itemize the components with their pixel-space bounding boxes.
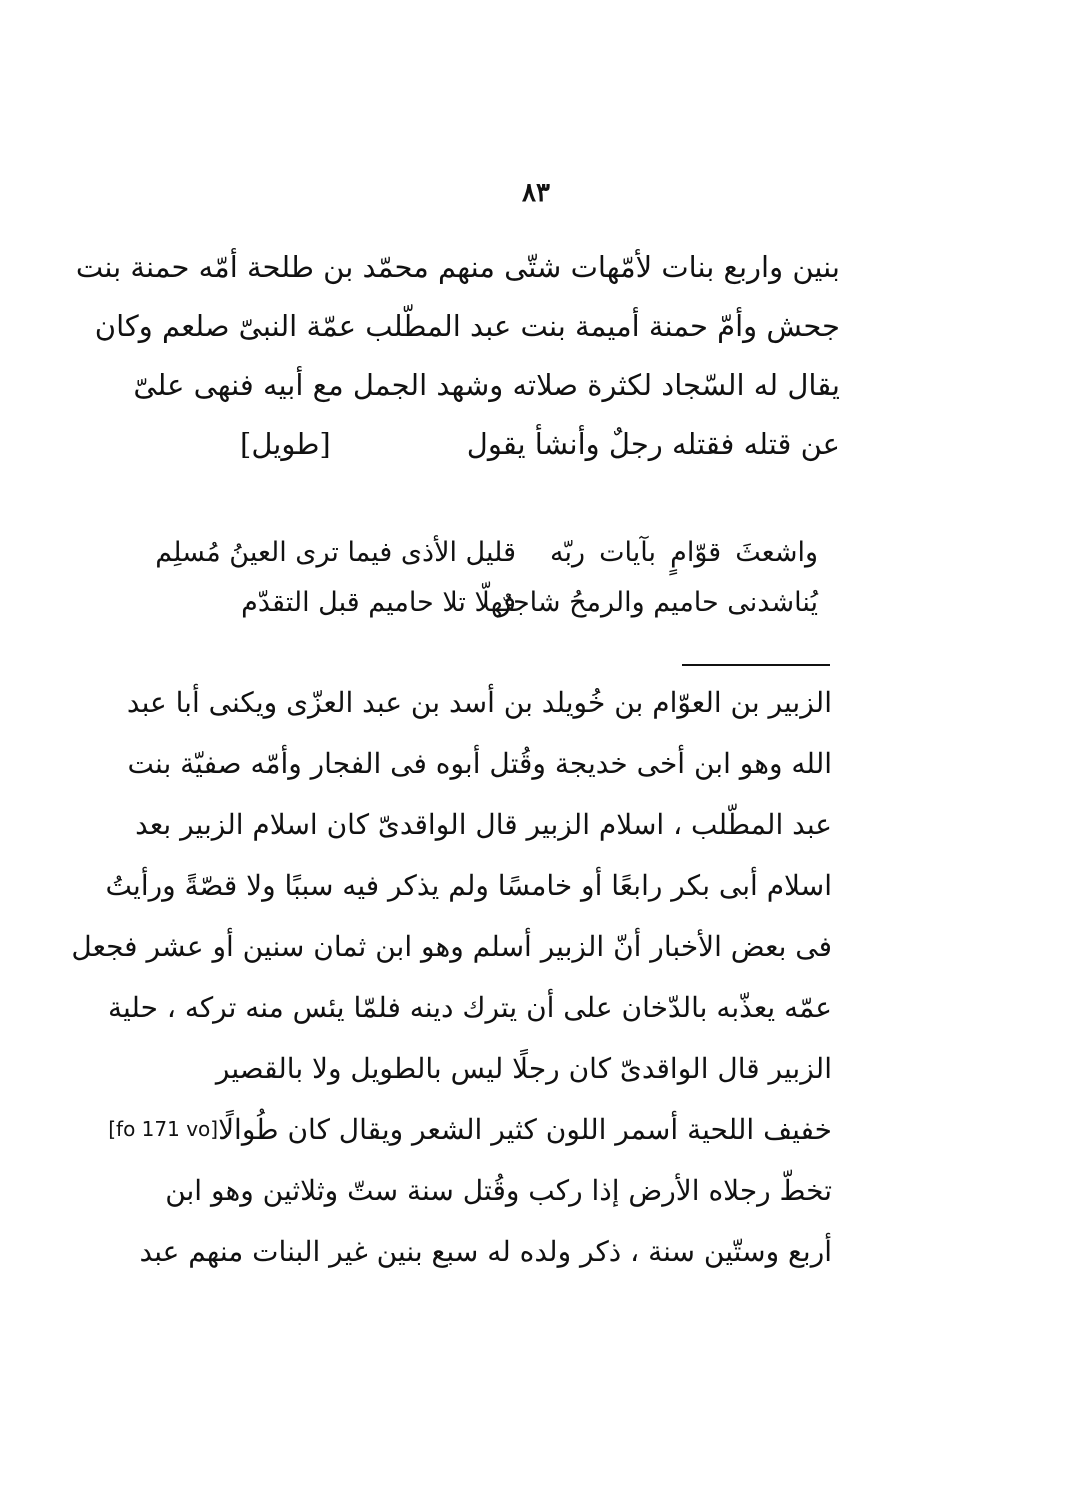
folio-marker: [fo 171 vo] — [108, 1117, 219, 1141]
verse-hemistich-second: قليل الأذى فيما ترى العينُ مُسلِم — [155, 537, 516, 568]
paragraph-2 — [71, 672, 832, 1282]
text-line: تخطّ رجلاه الأرض إذا ركب وقُتل سنة ستّ وثلاثين وهو ابن — [165, 1174, 832, 1207]
text-line: عن قتله فقتله رجلٌ وأنشأ يقول — [466, 427, 840, 461]
text-line: عبد المطّلب ، اسلام الزبير قال الواقدىّ كان اسلام الزبير بعد — [135, 808, 832, 841]
text-line: اسلام أبى بكر رابعًا أو خامسًا ولم يذكر فيه سببًا ولا قصّةً ورأيتُ — [105, 869, 832, 902]
verse-hemistich-first: واشعثَ قوّامٍ بآيات ربّه — [550, 537, 818, 568]
verse-line — [155, 528, 818, 578]
verse-hemistich-second: فهلّا تلا حاميم قبل التقدّم — [241, 587, 516, 618]
verse-block — [155, 528, 818, 628]
text-line: عمّه يعذّبه بالدّخان على أن يترك دينه فلمّا يئس منه تركه ، حلية — [107, 991, 832, 1024]
section-divider — [682, 664, 830, 666]
verse-hemistich-first: يُناشدنى حاميم والرمحُ شاجرٌ — [498, 587, 818, 618]
text-line-with-folio — [108, 1099, 832, 1160]
text-line: الله وهو ابن أخى خديجة وقُتل أبوه فى الفجار وأمّه صفيّة بنت — [127, 747, 832, 780]
text-line: أربع وستّين سنة ، ذكر ولده له سبع بنين غير البنات منهم عبد — [139, 1235, 832, 1268]
text-line: فى بعض الأخبار أنّ الزبير أسلم وهو ابن ثمان سنين أو عشر فجعل — [71, 930, 832, 963]
text-line: بنين واربع بنات لأمّهات شتّى منهم محمّد بن طلحة أمّه حمنة بنت — [75, 250, 840, 284]
page-number: ٨٣ — [522, 178, 550, 208]
paragraph-1 — [75, 238, 840, 474]
text-line: جحش وأمّ حمنة أميمة بنت عبد المطّلب عمّة النبىّ صلعم وكان — [94, 309, 840, 343]
text-line: الزبير قال الواقدىّ كان رجلًا ليس بالطويل ولا بالقصير — [215, 1052, 832, 1085]
meter-label: [طويل] — [240, 427, 331, 461]
text-line: الزبير بن العوّام بن خُويلد بن أسد بن عبد العزّى ويكنى أبا عبد — [126, 686, 832, 719]
text-line-with-meter — [240, 415, 840, 474]
text-line: يقال له السّجاد لكثرة صلاته وشهد الجمل مع أبيه فنهى علىّ — [133, 368, 840, 402]
verse-line — [241, 578, 818, 628]
text-line: خفيف اللحية أسمر اللون كثير الشعر ويقال كان طُوالًا — [218, 1113, 832, 1146]
